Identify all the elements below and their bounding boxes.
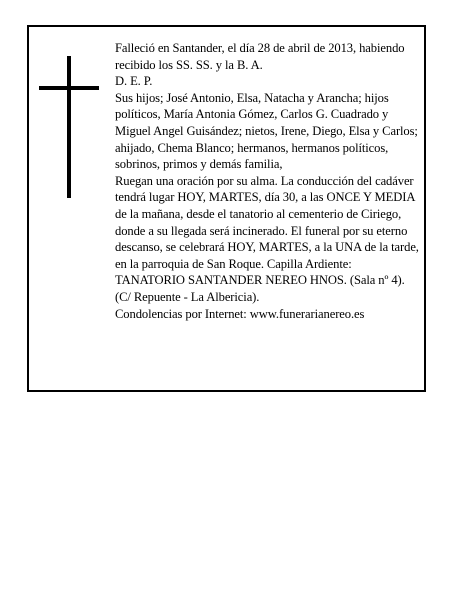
obituary-text (115, 40, 422, 322)
family-list: Sus hijos; José Antonio, Elsa, Natacha y Arancha; hijos políticos, María Antonia Gómez, Carlos G. Cuadrado y Miguel Angel Guisández; nietos, Irene, Diego, Elsa y Carlos; ahijado, Chema Blanco; hermanos, hermanos políticos, sobrinos, primos y demás familia, (115, 90, 418, 172)
obituary-notice (27, 25, 426, 392)
condolences-line: Condolencias por Internet: www.funerarianereo.es (115, 306, 365, 321)
cross-vertical-bar (67, 56, 71, 198)
death-announcement: Falleció en Santander, el día 28 de abril de 2013, habiendo recibido los SS. SS. y la B. A. (115, 41, 405, 72)
cross-horizontal-bar (39, 86, 99, 90)
service-details: Ruegan una oración por su alma. La conducción del cadáver tendrá lugar HOY, MARTES, día 30, a las ONCE Y MEDIA de la mañana, desde el tanatorio al cementerio de Ciriego, donde a su llegada será incinerado. El funeral por su eterno descanso, se celebrará HOY, MARTES, a la UNA de la tarde, en la parroquia de San Roque. Capilla Ardiente: TANATORIO SANTANDER NEREO HNOS. (Sala nº 4). (C/ Repuente - La Albericia). (115, 173, 419, 304)
rest-in-peace: D. E. P. (115, 74, 153, 89)
